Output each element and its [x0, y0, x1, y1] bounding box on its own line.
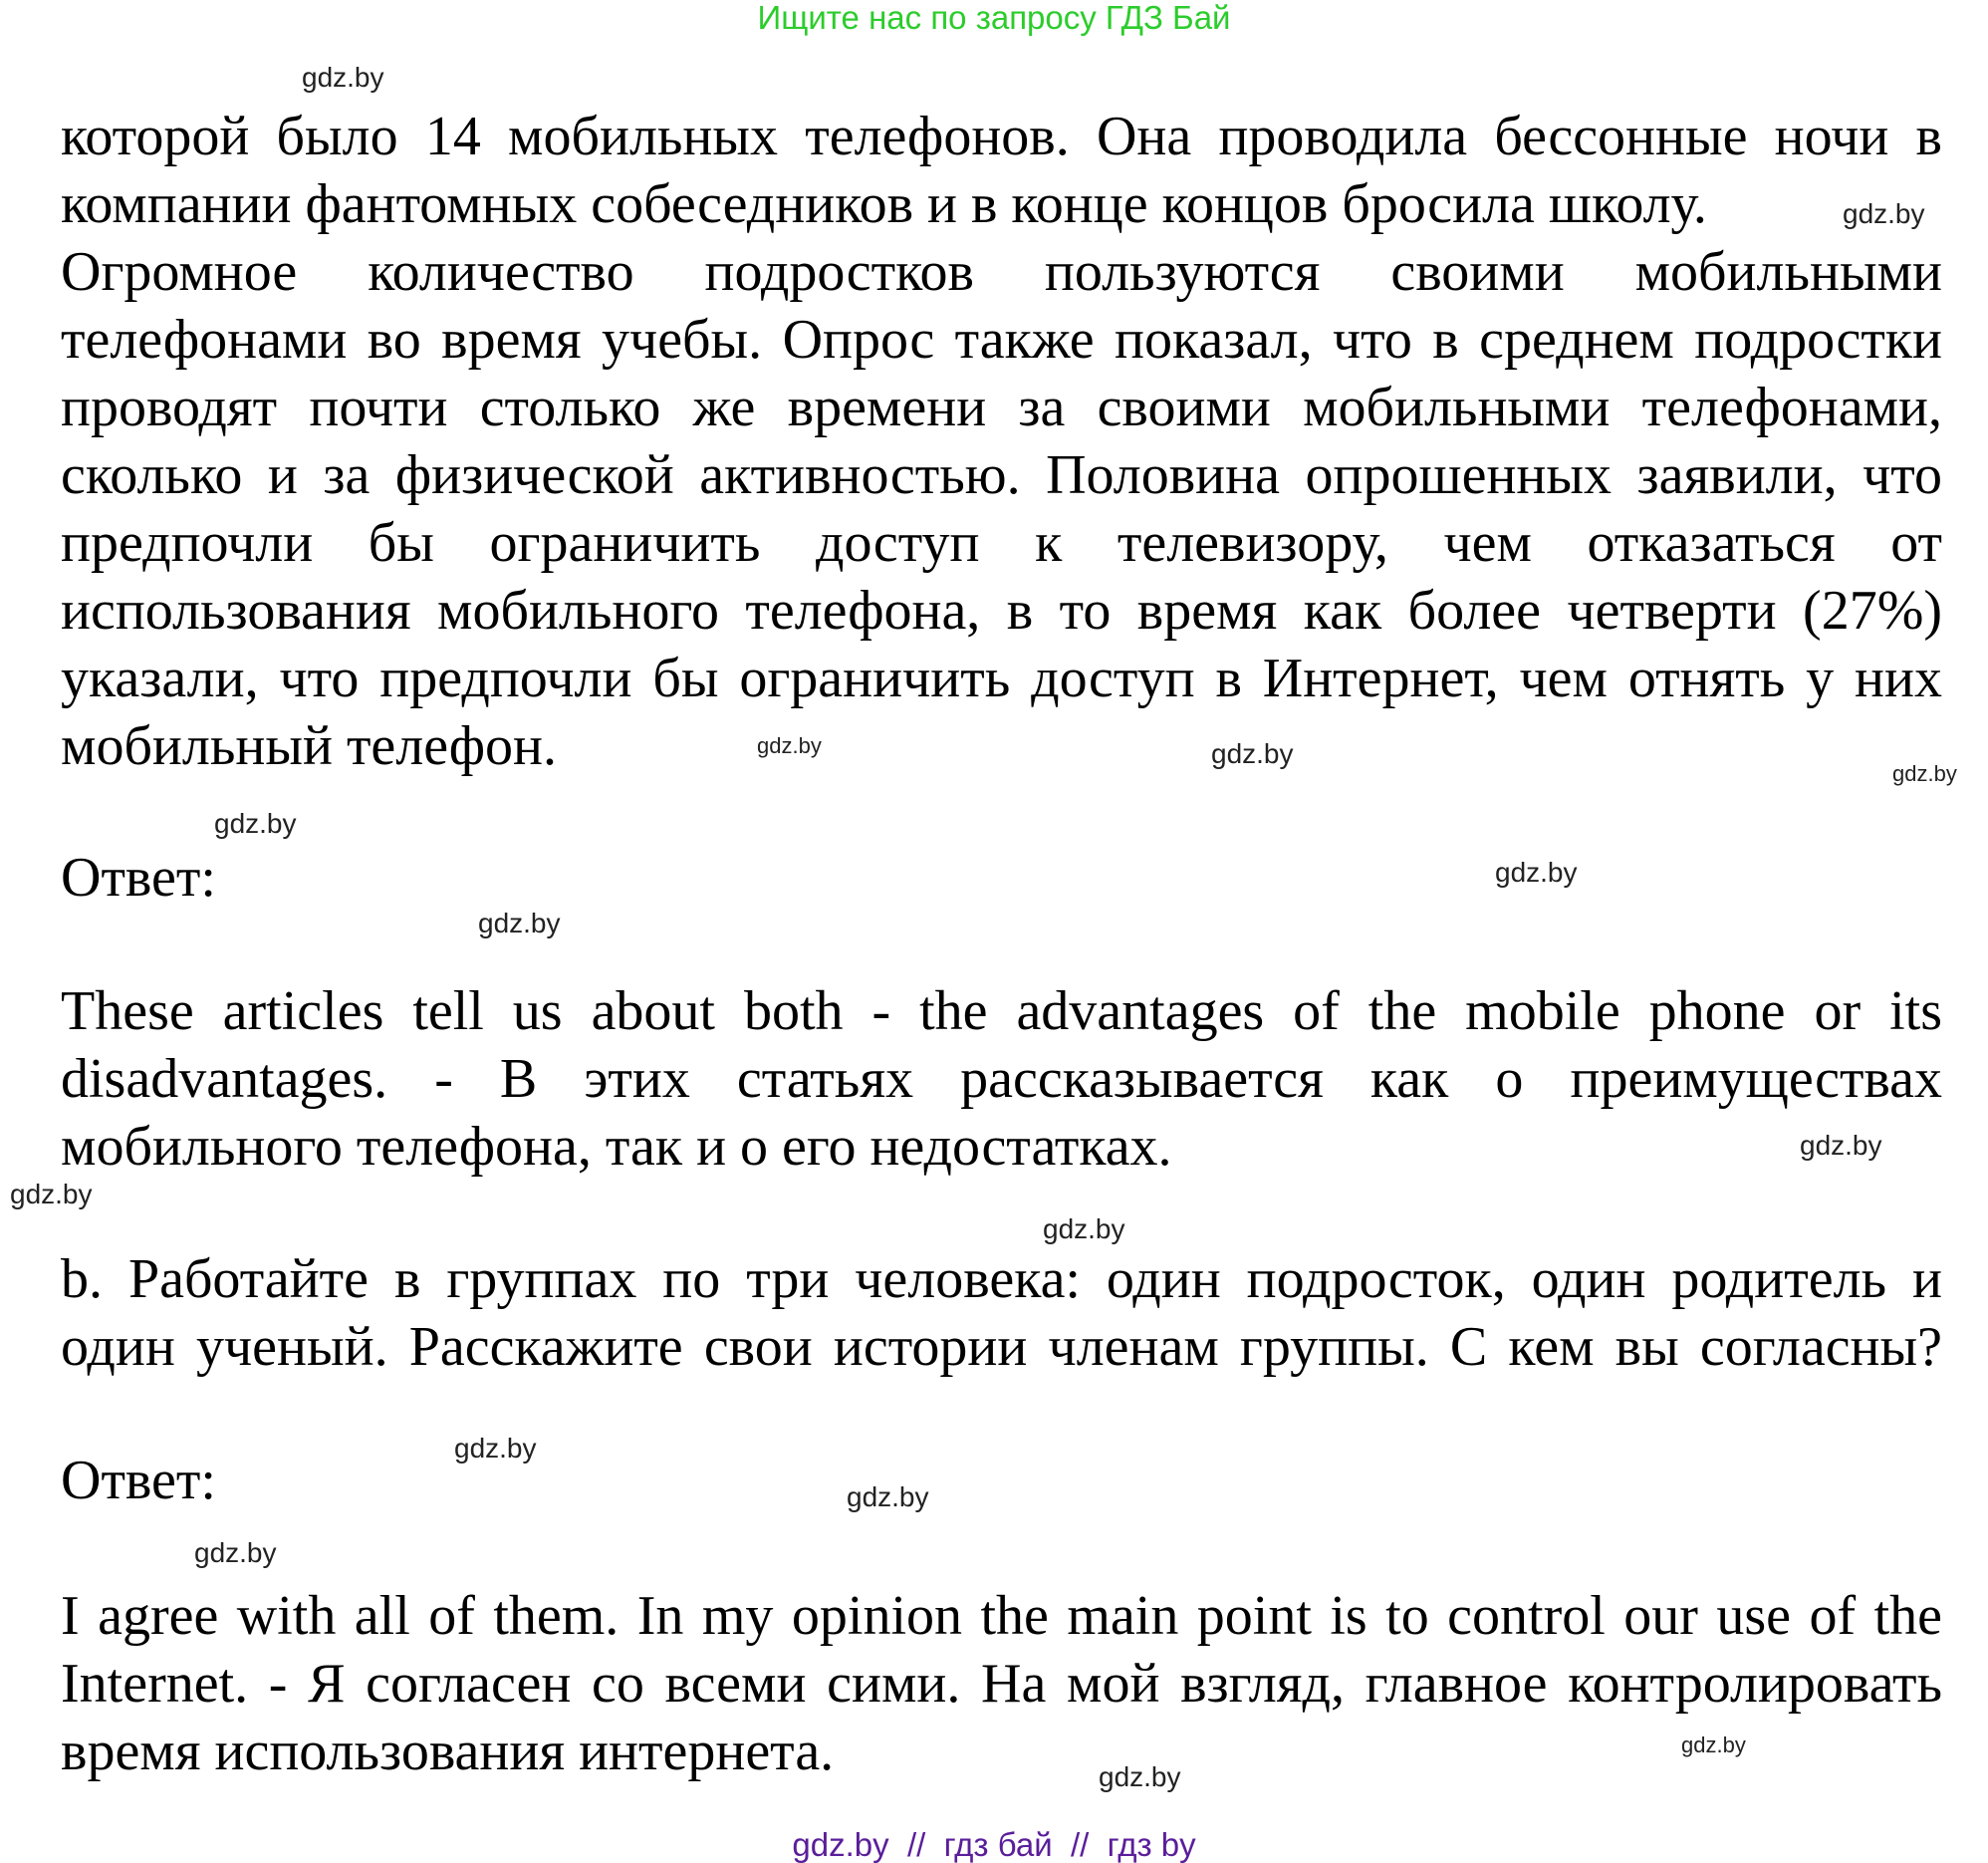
text-line: один ученый. Расскажите свои истории членам группы. С кем вы согласны?	[61, 1316, 1942, 1378]
text-line: Огромное количество подростков пользуются своими мобильными	[61, 241, 1942, 303]
answer-label: Ответ:	[61, 847, 216, 909]
text-line: b. Работайте в группах по три человека: один подросток, один родитель и	[61, 1248, 1942, 1310]
footer-links[interactable]: gdz.by // гдз бай // гдз by	[792, 1826, 1196, 1863]
text-line: которой было 14 мобильных телефонов. Она проводила бессонные ночи в	[61, 106, 1942, 167]
text-line: мобильный телефон.	[61, 715, 558, 777]
watermark: gdz.by	[1211, 738, 1294, 769]
watermark: gdz.by	[194, 1537, 277, 1568]
watermark: gdz.by	[847, 1481, 929, 1512]
text-line: компании фантомных собеседников и в конце концов бросила школу.	[61, 173, 1707, 235]
watermark: gdz.by	[1681, 1732, 1746, 1757]
answer-label: Ответ:	[61, 1450, 216, 1511]
watermark: gdz.by	[1099, 1761, 1181, 1792]
watermark: gdz.by	[1800, 1130, 1882, 1161]
watermark: gdz.by	[454, 1433, 537, 1464]
watermark: gdz.by	[214, 808, 297, 839]
text-line: указали, что предпочли бы ограничить доступ в Интернет, чем отнять у них	[61, 648, 1942, 709]
watermark: gdz.by	[302, 62, 384, 93]
watermark: gdz.by	[478, 908, 561, 938]
watermark: gdz.by	[1495, 857, 1578, 888]
text-line: проводят почти столько же времени за своими мобильными телефонами,	[61, 377, 1942, 438]
text-line: сколько и за физической активностью. Половина опрошенных заявили, что	[61, 444, 1942, 506]
text-line: disadvantages. - В этих статьях рассказывается как о преимуществах	[61, 1048, 1942, 1110]
text-line: предпочли бы ограничить доступ к телевизору, чем отказаться от	[61, 512, 1942, 574]
text-line: These articles tell us about both - the advantages of the mobile phone or its	[61, 980, 1942, 1042]
watermark: gdz.by	[1892, 761, 1957, 786]
text-line: использования мобильного телефона, в то время как более четверти (27%)	[61, 580, 1942, 642]
watermark: gdz.by	[757, 733, 822, 758]
search-hint-banner: Ищите нас по запросу ГДЗ Бай	[757, 0, 1231, 36]
text-line: время использования интернета.	[61, 1721, 835, 1782]
text-line: мобильного телефона, так и о его недостатках.	[61, 1116, 1172, 1178]
watermark: gdz.by	[1843, 198, 1925, 229]
watermark: gdz.by	[1043, 1213, 1125, 1244]
watermark: gdz.by	[10, 1179, 93, 1209]
text-line: Internet. - Я согласен со всеми сими. На мой взгляд, главное контролировать	[61, 1653, 1942, 1715]
text-line: I agree with all of them. In my opinion the main point is to control our use of the	[61, 1585, 1942, 1647]
text-line: телефонами во время учебы. Опрос также показал, что в среднем подростки	[61, 309, 1942, 371]
